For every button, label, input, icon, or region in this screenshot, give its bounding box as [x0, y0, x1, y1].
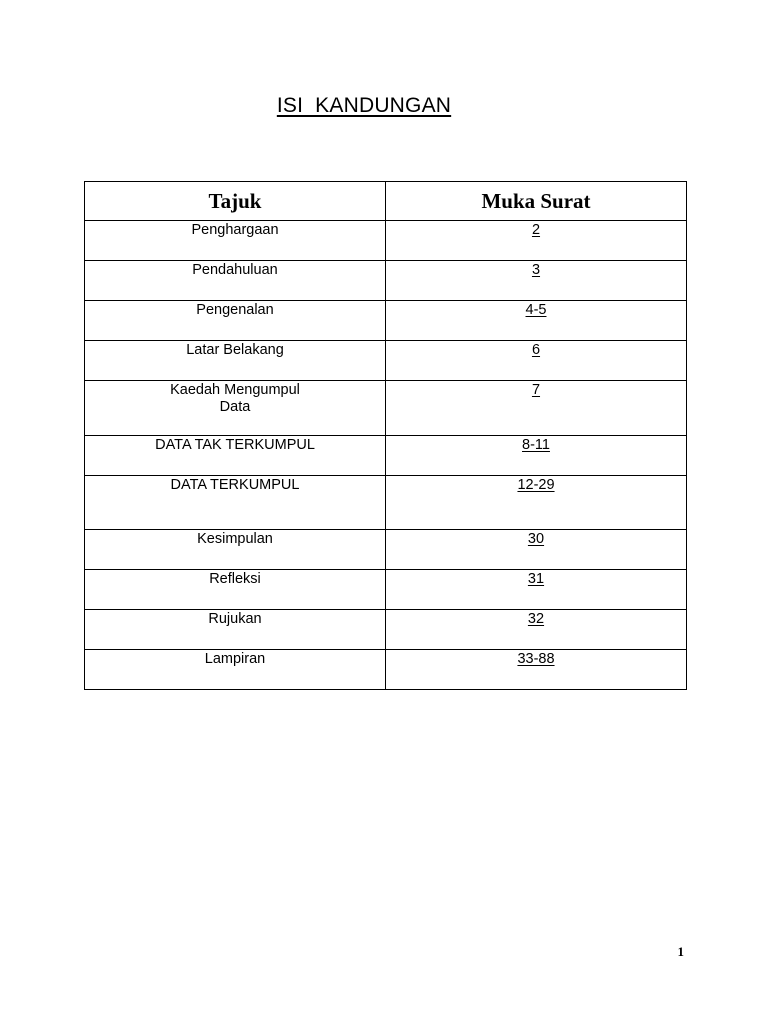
- row-topic-text: Pengenalan: [196, 302, 274, 318]
- row-page-link[interactable]: 6: [531, 342, 541, 358]
- row-topic: [85, 476, 386, 530]
- row-page-link[interactable]: 7: [531, 382, 541, 398]
- row-page: [386, 650, 687, 690]
- row-page-link[interactable]: 30: [527, 531, 545, 547]
- row-page: [386, 436, 687, 476]
- row-page: [386, 221, 687, 261]
- row-topic-text: DATA TERKUMPUL: [170, 477, 300, 493]
- row-topic-text: Latar Belakang: [186, 342, 284, 358]
- row-topic-text: Penghargaan: [191, 222, 279, 238]
- row-page-link[interactable]: 4-5: [525, 302, 547, 318]
- row-page-link[interactable]: 3: [531, 262, 541, 278]
- table-row: [85, 530, 687, 570]
- row-topic: [85, 301, 386, 341]
- row-topic-text: Refleksi: [209, 571, 261, 587]
- table-row: [85, 221, 687, 261]
- row-topic: [85, 650, 386, 690]
- table-row: [85, 436, 687, 476]
- row-topic-text: Kaedah Mengumpul Data: [170, 382, 300, 415]
- row-page-link[interactable]: 33-88: [517, 651, 555, 667]
- row-page: [386, 610, 687, 650]
- row-page: [386, 530, 687, 570]
- table-row: [85, 261, 687, 301]
- row-topic: [85, 570, 386, 610]
- row-page-link[interactable]: 12-29: [517, 477, 555, 493]
- row-page-link[interactable]: 8-11: [522, 437, 550, 453]
- row-page: [386, 381, 687, 436]
- row-page: [386, 261, 687, 301]
- table-of-contents: [84, 181, 687, 690]
- table-row: [85, 381, 687, 436]
- table-row: [85, 341, 687, 381]
- row-page-link[interactable]: 31: [527, 571, 545, 587]
- table-row: [85, 301, 687, 341]
- table-row: [85, 650, 687, 690]
- page-title: ISI KANDUNGAN: [276, 94, 452, 117]
- row-topic-text: Kesimpulan: [197, 531, 273, 547]
- row-page: [386, 301, 687, 341]
- row-topic: [85, 341, 386, 381]
- row-page-link[interactable]: 32: [527, 611, 545, 627]
- row-topic: [85, 436, 386, 476]
- row-topic: [85, 221, 386, 261]
- row-page: [386, 570, 687, 610]
- row-topic-text: Lampiran: [204, 651, 266, 667]
- table-row: [85, 570, 687, 610]
- row-page: [386, 476, 687, 530]
- row-page-link[interactable]: 2: [531, 222, 541, 238]
- row-topic-text: DATA TAK TERKUMPUL: [155, 437, 315, 453]
- row-topic-text: Pendahuluan: [192, 262, 278, 278]
- table-row: [85, 610, 687, 650]
- table-row: [85, 476, 687, 530]
- header-topic: Tajuk: [85, 182, 386, 221]
- row-page: [386, 341, 687, 381]
- table-header-row: [85, 182, 687, 221]
- row-topic: [85, 261, 386, 301]
- row-topic: [85, 530, 386, 570]
- page-number: 1: [677, 944, 684, 959]
- row-topic: [85, 381, 386, 436]
- row-topic: [85, 610, 386, 650]
- row-topic-text: Rujukan: [208, 611, 262, 627]
- header-page: Muka Surat: [386, 182, 687, 221]
